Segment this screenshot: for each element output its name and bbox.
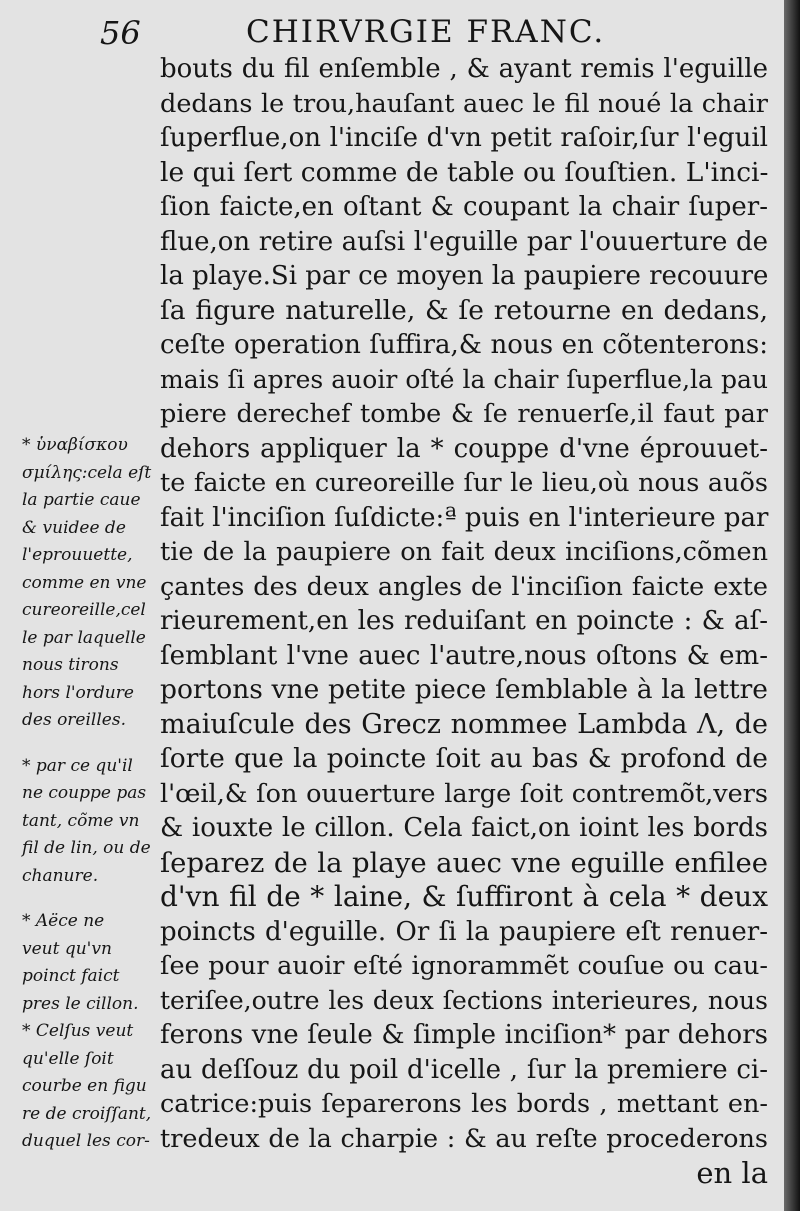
text-line: rieurement,en les reduiſant en poincte : & aſ- [160, 606, 768, 636]
text-line: ſuperflue,on l'inciſe d'vn petit raſoir,ſur l'eguil [160, 123, 768, 153]
margin-note-line: des oreilles. [22, 710, 126, 730]
margin-note-line: l'eprouuette, [22, 545, 133, 565]
margin-note-line: fil de lin, ou de [22, 838, 151, 858]
text-line: portons vne petite piece ſemblable à la lettre [160, 674, 768, 705]
text-line: ſion faicte,en oſtant & coupant la chair ſuper- [160, 192, 768, 222]
margin-note-line: nous tirons [22, 655, 119, 675]
text-line: ferons vne ſeule & ſimple inciſion* par dehors [160, 1020, 768, 1050]
text-line: mais ſi apres auoir oſté la chair ſuperflue,la pau [160, 364, 768, 394]
text-line: flue,on retire auſsi l'eguille par l'ouuerture de [160, 226, 768, 257]
text-line: catrice:puis ſeparerons les bords , mettant en- [160, 1089, 768, 1119]
margin-note-line: chanure. [22, 865, 99, 886]
margin-note [22, 753, 156, 891]
margin-note-line: le par laquelle [22, 627, 146, 648]
margin-note [22, 432, 156, 735]
margin-note [22, 908, 156, 1018]
text-line: maiuſcule des Grecz nommee Lambda Λ, de [160, 708, 768, 740]
text-line: la playe.Si par ce moyen la paupiere recouure [160, 261, 769, 291]
margin-note-line: σμίλης:cela eſt [22, 462, 152, 483]
text-line: l'œil,& ſon ouuerture large ſoit contremõt,vers [160, 778, 768, 809]
page-number: 56 [100, 14, 141, 52]
text-line: teriſee,outre les deux ſections interieures, nous [160, 985, 768, 1015]
margin-note-line: duquel les cor- [22, 1131, 150, 1151]
margin-note-line: * par ce qu'il [22, 755, 133, 776]
text-line: ſeparez de la playe auec vne eguille enfilee [160, 846, 768, 879]
text-line: ceſte operation ſuffira,& nous en cõtenterons: [160, 330, 768, 360]
margin-note [22, 1018, 156, 1156]
catchword: en la [696, 1156, 768, 1190]
margin-notes [22, 432, 156, 1174]
text-line: ſee pour auoir eſté ignorammẽt couſue ou cau- [160, 951, 768, 981]
margin-note-line: * Aëce ne [22, 911, 105, 931]
text-line: te faicte en cureoreille ſur le lieu,où nous auõs [160, 468, 768, 498]
text-line: ſemblant l'vne auec l'autre,nous oſtons & em- [160, 640, 768, 671]
text-line: d'vn fil de * laine, & ſuffiront à cela * deux [160, 880, 768, 913]
margin-note-line: re de croiſſant, [22, 1103, 152, 1124]
text-line: fait l'inciſion ſuſdicte:ª puis en l'interieure par [160, 502, 769, 533]
text-line: piere derechef tombe & ſe renuerſe,il faut par [160, 399, 768, 429]
text-line: le qui ſert comme de table ou ſouſtien. L'inci- [160, 156, 769, 188]
text-line: dedans le trou,hauſant auec le fil noué la chair [160, 88, 768, 119]
margin-note-line: courbe en figu [22, 1076, 147, 1096]
margin-note-line: tant, cõme vn [22, 810, 140, 831]
margin-note-line: comme en vne [22, 572, 147, 593]
margin-note-line: * Celſus veut [22, 1021, 134, 1041]
text-line: poincts d'eguille. Or ſi la paupiere eſt renuer- [160, 916, 768, 947]
text-line: çantes des deux angles de l'inciſion faicte exte [160, 571, 768, 602]
text-line: & iouxte le cillon. Cela faict,on ioint les bords [160, 813, 768, 843]
running-head: CHIRVRGIE FRANC. [246, 14, 606, 50]
margin-note-line: pres le cillon. [22, 993, 139, 1014]
margin-note-line: ne couppe pas [22, 783, 147, 803]
text-line: au deſſouz du poil d'icelle , ſur la premiere ci- [160, 1054, 768, 1085]
binding-shadow [784, 0, 800, 1211]
margin-note-line: poinct faict [22, 966, 120, 986]
text-line: tredeux de la charpie : & au reſte procederons [160, 1123, 768, 1154]
text-line: ſorte que la poincte ſoit au bas & profond de [160, 743, 768, 774]
text-line: dehors appliquer la * couppe d'vne éprouuet- [160, 433, 768, 464]
text-line: bouts du fil enſemble , & ayant remis l'eguille [160, 54, 768, 84]
margin-note-line: * ὑναβίσκου [22, 435, 128, 455]
margin-note-line: veut qu'vn [22, 938, 112, 959]
margin-note-line: hors l'ordure [22, 682, 134, 703]
text-line: tie de la paupiere on fait deux inciſions,cõmen [160, 537, 768, 567]
text-line: ſa figure naturelle, & ſe retourne en dedans, [160, 294, 768, 326]
margin-note-line: qu'elle ſoit [22, 1048, 114, 1069]
body-text [160, 52, 768, 1191]
margin-note-line: & vuidee de [22, 517, 126, 538]
margin-note-line: cureoreille,cel [22, 600, 146, 620]
margin-note-line: la partie caue [22, 490, 141, 510]
